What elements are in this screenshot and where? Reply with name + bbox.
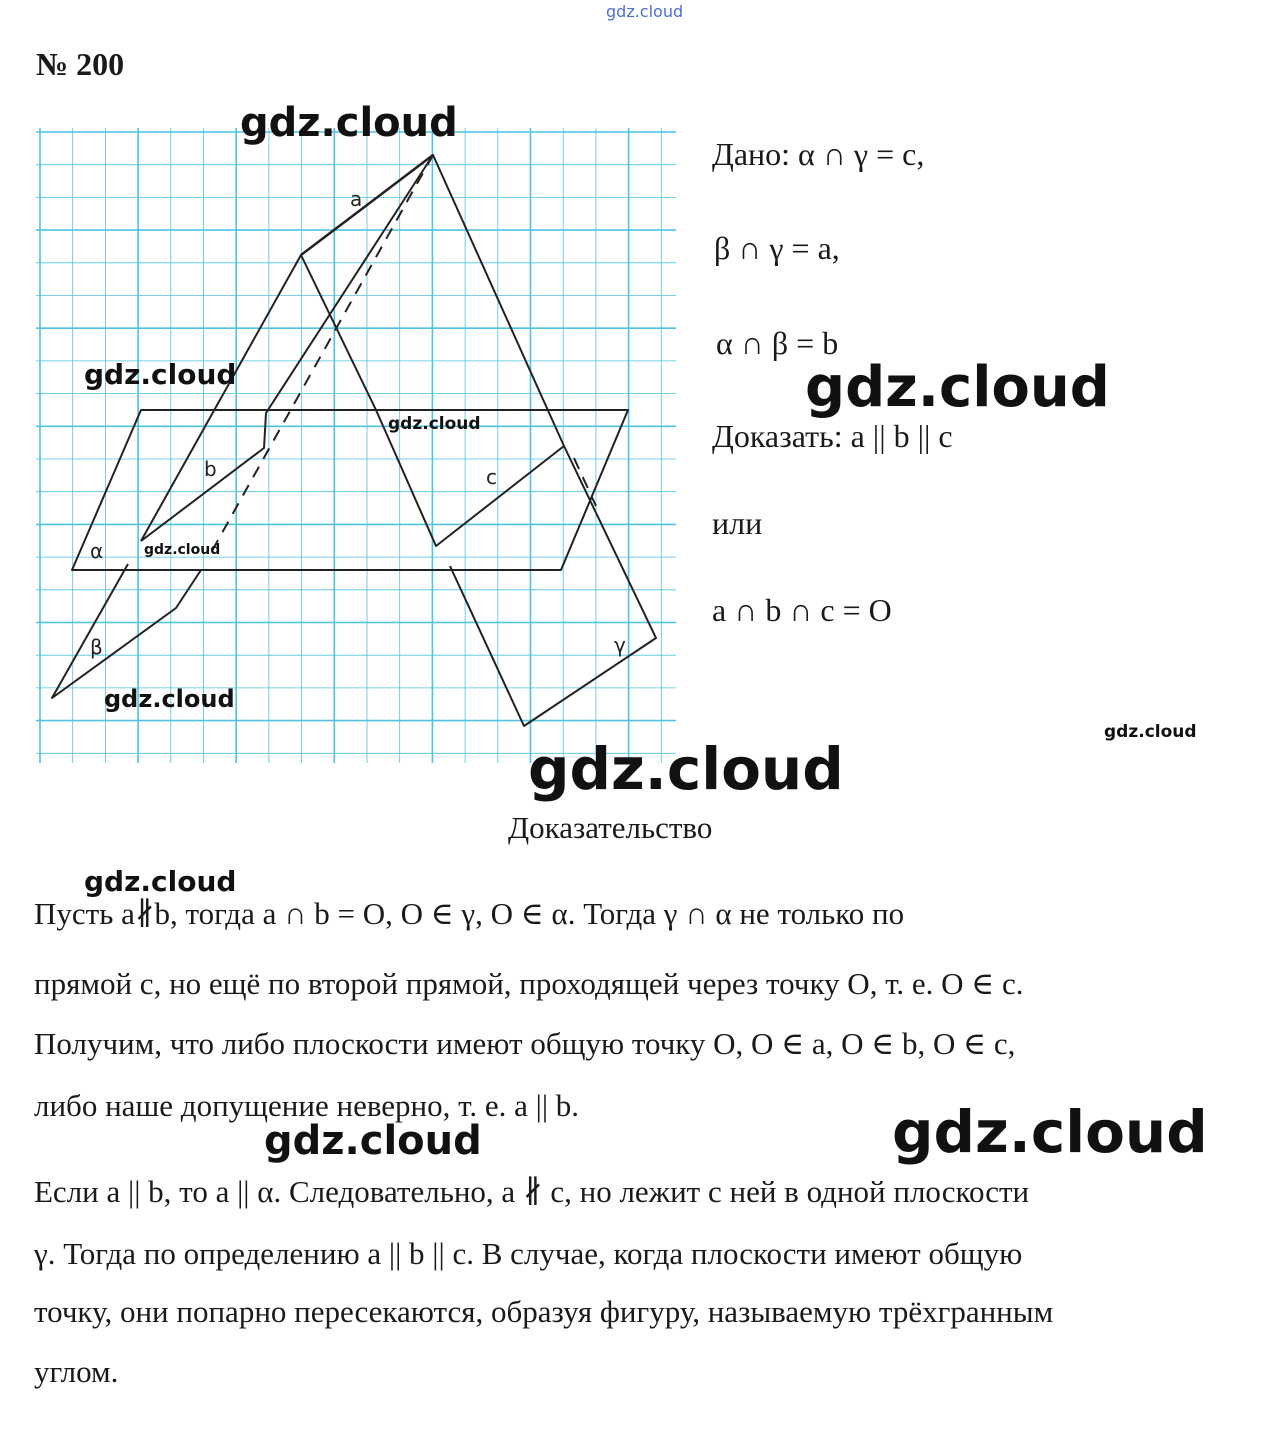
proof-line-8: углом. — [34, 1354, 119, 1389]
or-word: или — [712, 505, 763, 541]
given-line-2: β ∩ γ = a, — [714, 230, 840, 266]
geometry-figure — [36, 128, 676, 763]
watermark: gdz.cloud — [1104, 722, 1197, 742]
plane-beta — [52, 564, 201, 698]
label-beta: β — [90, 635, 103, 659]
watermark: gdz.cloud — [892, 1098, 1208, 1166]
prove-statement: Доказать: a || b || c — [712, 418, 953, 454]
watermark: gdz.cloud — [84, 358, 237, 391]
site-watermark-top: gdz.cloud — [606, 2, 684, 21]
grid — [36, 128, 676, 763]
label-b: b — [204, 457, 217, 481]
proof-line-3: Получим, что либо плоскости имеют общую точку O, O ∈ a, O ∈ b, O ∈ c, — [34, 1026, 1016, 1061]
given-line-3: α ∩ β = b — [716, 325, 839, 361]
watermark: gdz.cloud — [805, 355, 1110, 420]
proof-title: Доказательство — [508, 810, 713, 845]
watermark: gdz.cloud — [144, 542, 221, 558]
proof-line-5: Если a || b, то a || α. Следовательно, a ∦ c, но лежит с ней в одной плоскости — [34, 1174, 1030, 1209]
watermark: gdz.cloud — [528, 735, 844, 803]
label-gamma: γ — [614, 633, 626, 657]
given-line-1: Дано: α ∩ γ = c, — [712, 136, 925, 172]
watermark: gdz.cloud — [84, 865, 237, 898]
alt-statement: a ∩ b ∩ c = O — [712, 592, 892, 628]
label-c: c — [486, 465, 497, 489]
watermark: gdz.cloud — [104, 685, 235, 713]
proof-line-1: Пусть a∦b, тогда a ∩ b = O, O ∈ γ, O ∈ α. Тогда γ ∩ α не только по — [34, 896, 905, 931]
proof-line-2: прямой c, но ещё по второй прямой, проходящей через точку O, т. е. O ∈ c. — [34, 966, 1024, 1001]
proof-line-6: γ. Тогда по определению a || b || c. В случае, когда плоскости имеют общую — [34, 1236, 1023, 1271]
proof-line-4: либо наше допущение неверно, т. е. a || b. — [34, 1088, 580, 1123]
proof-line-7: точку, они попарно пересекаются, образуя фигуру, называемую трёхгранным — [34, 1294, 1054, 1329]
problem-number: № 200 — [36, 46, 125, 82]
label-a: a — [350, 187, 363, 211]
watermark: gdz.cloud — [264, 1118, 482, 1164]
plane-beta-upper — [141, 155, 433, 541]
hidden-edge-c — [574, 458, 596, 506]
hidden-edge-gamma — [208, 155, 433, 558]
label-alpha: α — [90, 539, 104, 563]
watermark: gdz.cloud — [388, 414, 481, 434]
watermark: gdz.cloud — [240, 100, 458, 146]
